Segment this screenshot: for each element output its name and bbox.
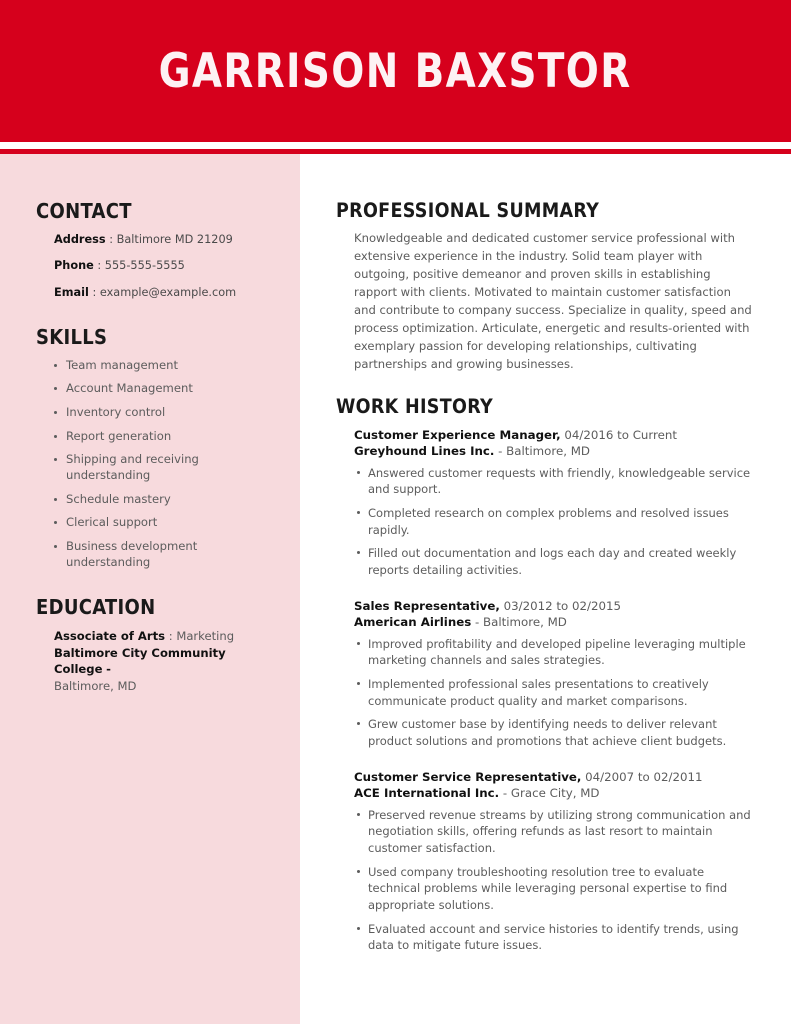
- skill-item: Report generation: [66, 429, 278, 445]
- job-bullet: Filled out documentation and logs each day and created weekly reports detailing activities.: [368, 545, 753, 578]
- contact-row-phone: [54, 258, 278, 273]
- contact-row-address: [54, 232, 278, 247]
- job-org-line: [354, 785, 753, 802]
- header-white-gap: [0, 142, 791, 149]
- education-section: [36, 596, 278, 694]
- education-field: Marketing: [176, 629, 235, 644]
- work-history-heading: WORK HISTORY: [336, 395, 493, 419]
- education-degree: Associate of Arts: [54, 629, 166, 644]
- skill-item: Team management: [66, 358, 278, 374]
- contact-separator-phone: :: [97, 259, 102, 273]
- header-banner: [0, 0, 791, 142]
- job-company-separator: -: [498, 444, 503, 459]
- skill-item: Schedule mastery: [66, 492, 278, 508]
- skill-item: Shipping and receiving understanding: [66, 452, 278, 483]
- contact-value-email: example@example.com: [99, 285, 237, 299]
- skills-list: [36, 358, 278, 570]
- job-company-separator: -: [475, 615, 480, 630]
- job-location: Baltimore, MD: [506, 444, 590, 459]
- job-dates: 04/2007 to 02/2011: [585, 769, 703, 784]
- contact-separator-email: :: [92, 285, 97, 299]
- education-school: Baltimore City Community College: [54, 645, 226, 677]
- education-degree-separator: :: [168, 629, 173, 644]
- education-school-separator: -: [106, 662, 111, 677]
- job-bullet: Used company troubleshooting resolution tree to evaluate technical problems while leveraging personal expertise to find appropriate solutions.: [368, 864, 753, 914]
- job-bullet: Grew customer base by identifying needs to deliver relevant product solutions and promotions that achieve client budgets.: [368, 716, 753, 749]
- job-bullet: Improved profitability and developed pipeline leveraging multiple marketing channels and sales strategies.: [368, 636, 753, 669]
- job-bullet: Evaluated account and service histories to identify trends, using data to mitigate future issues.: [368, 921, 753, 954]
- job-bullet: Preserved revenue streams by utilizing strong communication and negotiation skills, offering refunds as last resort to maintain customer satisfaction.: [368, 807, 753, 857]
- job-title-line: [354, 769, 753, 786]
- job-org-line: [354, 614, 753, 631]
- contact-label-email: Email: [54, 285, 89, 299]
- education-location: Baltimore, MD: [54, 678, 137, 693]
- job-bullet: Answered customer requests with friendly, knowledgeable service and support.: [368, 465, 753, 498]
- job-bullet-list: [354, 636, 753, 750]
- job-company: American Airlines: [354, 615, 472, 630]
- sidebar: [0, 154, 300, 1024]
- job-role: Customer Experience Manager,: [354, 427, 561, 442]
- education-entry: [36, 628, 278, 694]
- professional-summary-section: [336, 200, 753, 374]
- job-bullet: Completed research on complex problems and resolved issues rapidly.: [368, 505, 753, 538]
- contact-value-address: Baltimore MD 21209: [116, 233, 233, 246]
- job-dates: 03/2012 to 02/2015: [503, 598, 621, 613]
- skill-item: Clerical support: [66, 515, 278, 531]
- job-company-separator: -: [502, 786, 508, 801]
- job-role: Customer Service Representative,: [354, 769, 582, 784]
- contact-separator-address: :: [109, 233, 114, 246]
- education-heading: EDUCATION: [36, 595, 156, 620]
- job-location: Grace City, MD: [510, 786, 600, 801]
- contact-label-address: Address: [54, 233, 106, 246]
- skill-item: Inventory control: [66, 405, 278, 421]
- job-title-line: [354, 427, 753, 444]
- contact-section: [36, 200, 278, 300]
- job-bullet-list: [354, 807, 753, 954]
- professional-summary-text: Knowledgeable and dedicated customer service professional with extensive experience in the industry. Solid team player with outgoing, positive demeanor and proven skills in establishing rapport with clients. Motivated to maintain customer satisfaction and contribute to company success. Specialize in quality, speed and process optimization. Articulate, energetic and results-oriented with exemplary passion for developing relationships, cultivating partnerships and growing businesses.: [354, 231, 752, 372]
- candidate-name: GARRISON BAXSTOR: [158, 43, 632, 99]
- job-title-line: [354, 598, 753, 615]
- contact-value-phone: 555-555-5555: [104, 259, 185, 273]
- contact-list: [36, 232, 278, 300]
- job-org-line: [354, 443, 753, 460]
- skills-heading: SKILLS: [36, 324, 108, 349]
- skill-item: Business development understanding: [66, 539, 278, 570]
- job-bullet-list: [354, 465, 753, 579]
- skills-section: [36, 326, 278, 570]
- contact-row-email: [54, 285, 278, 300]
- contact-heading: CONTACT: [36, 199, 132, 223]
- job-company: ACE International Inc.: [354, 786, 500, 801]
- main-column: [300, 154, 791, 1024]
- job-role: Sales Representative,: [354, 598, 500, 613]
- professional-summary-heading: PROFESSIONAL SUMMARY: [336, 199, 600, 222]
- job-entry: [336, 598, 753, 750]
- contact-label-phone: Phone: [54, 259, 94, 273]
- job-location: Baltimore, MD: [483, 615, 567, 630]
- job-dates: 04/2016 to Current: [564, 427, 678, 442]
- skill-item: Account Management: [66, 381, 278, 397]
- job-company: Greyhound Lines Inc.: [354, 444, 495, 459]
- job-entry: [336, 769, 753, 954]
- work-history-section: [336, 396, 753, 954]
- job-entry: [336, 427, 753, 579]
- job-bullet: Implemented professional sales presentations to creatively communicate product quality and market comparisons.: [368, 676, 753, 709]
